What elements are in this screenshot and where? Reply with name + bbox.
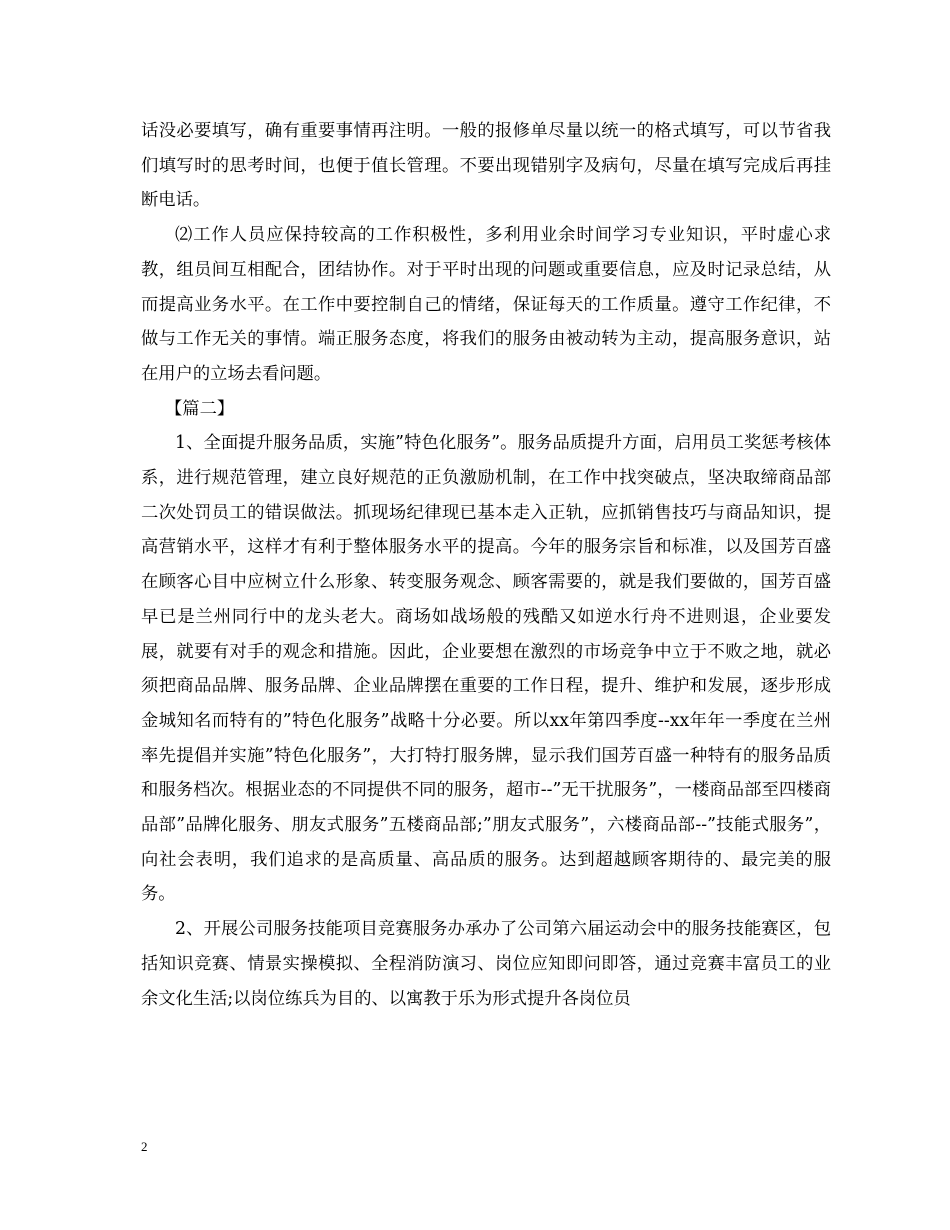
paragraph-service-quality: 1、全面提升服务品质，实施”特色化服务”。服务品质提升方面，启用员工奖惩考核体系，进行规范管理，建立良好规范的正负激励机制，在工作中找突破点，坚决取缔商品部二次处罚员工的错误做法。抓现场纪律现已基本走入正轨，应抓销售技巧与商品知识，提高营销水平，这样才有利于整体服务水平的提高。今年的服务宗旨和标准，以及国芳百盛在顾客心目中应树立什么形象、转变服务观念、顾客需要的，就是我们要做的，国芳百盛早已是兰州同行中的龙头老大。商场如战场般的残酷又如逆水行舟不进则退，企业要发展，就要有对手的观念和措施。因此，企业要想在激烈的市场竞争中立于不败之地，就必须把商品品牌、服务品牌、企业品牌摆在重要的工作日程，提升、维护和发展，逐步形成金城知名而特有的”特色化服务”战略十分必要。所以xx年第四季度--xx年年一季度在兰州率先提倡并实施”特色化服务”，大打特打服务牌，显示我们国芳百盛一种特有的服务品质和服务档次。根据业态的不同提供不同的服务，超市--”无干扰服务”，一楼商品部至四楼商品部”品牌化服务、朋友式服务”五楼商品部;”朋友式服务”，六楼商品部--”技能式服务”，向社会表明，我们追求的是高质量、高品质的服务。达到超越顾客期待的、最完美的服务。 [141, 433, 831, 905]
section-heading: 【篇二】 [165, 398, 235, 419]
page-number: 2 [141, 1139, 148, 1154]
paragraph-skill-competition: 2、开展公司服务技能项目竞赛服务办承办了公司第六届运动会中的服务技能赛区，包括知识竞赛、情景实操模拟、全程消防演习、岗位应知即问即答，通过竞赛丰富员工的业余文化生活;以岗位练兵为目的、以寓教于乐为形式提升各岗位员 [141, 919, 831, 1009]
paragraph-continuation: 话没必要填写，确有重要事情再注明。一般的报修单尽量以统一的格式填写，可以节省我们填写时的思考时间，也便于值长管理。不要出现错别字及病句，尽量在填写完成后再挂断电话。 [141, 121, 831, 211]
paragraph-staff-requirements: ⑵工作人员应保持较高的工作积极性，多利用业余时间学习专业知识，平时虚心求教，组员间互相配合，团结协作。对于平时出现的问题或重要信息，应及时记录总结，从而提高业务水平。在工作中要控制自己的情绪，保证每天的工作质量。遵守工作纪律，不做与工作无关的事情。端正服务态度，将我们的服务由被动转为主动，提高服务意识，站在用户的立场去看问题。 [141, 225, 831, 384]
document-body [141, 114, 831, 1016]
